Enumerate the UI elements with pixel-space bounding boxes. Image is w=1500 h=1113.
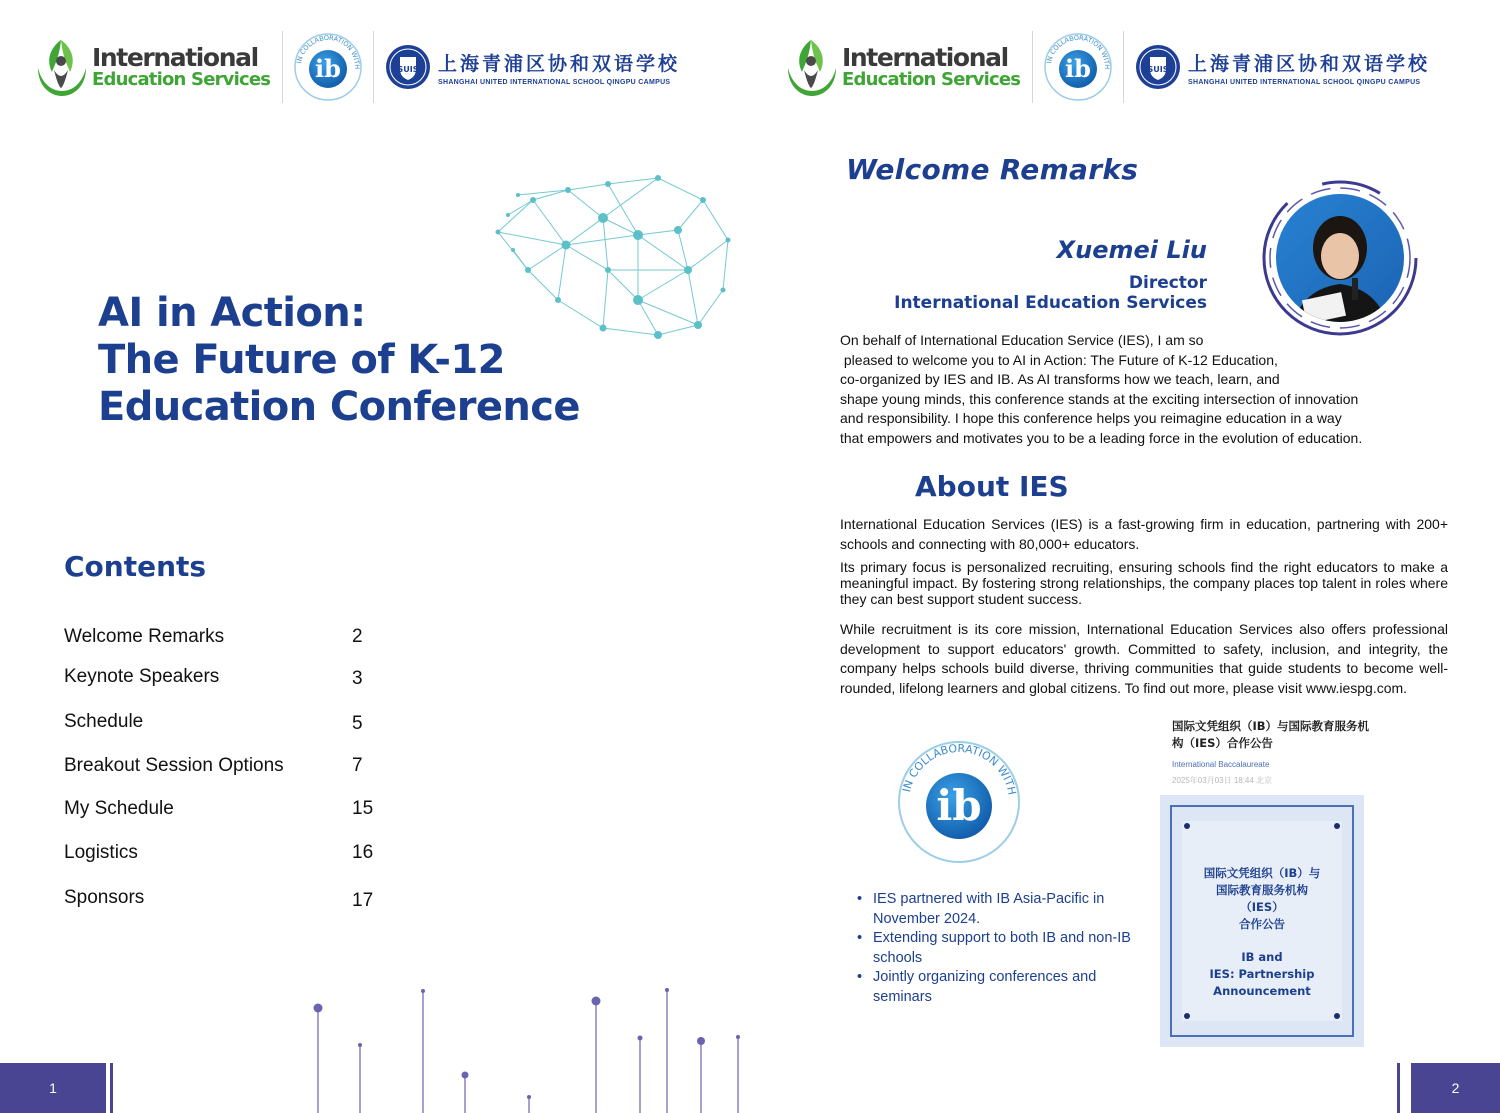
- poster-panel: [1182, 821, 1342, 1021]
- poster-text: [1182, 865, 1342, 1000]
- poster-spacer: [1182, 933, 1342, 949]
- svg-text:IN COLLABORATION WITH: IN COLLABORATION WITH: [900, 741, 1019, 797]
- welcome-line: that empowers and motivates you to be a leading force in the evolution of education.: [840, 429, 1363, 446]
- poster-line: 合作公告: [1239, 917, 1285, 931]
- contents-heading: Contents: [64, 550, 207, 583]
- announcement-article: [1172, 718, 1372, 786]
- about-paragraph-2: Its primary focus is personalized recruiting, ensuring schools find the right educators to make a meaningful impact. By fostering strong relationships, the company places top talent in roles where they can best support student success.: [840, 559, 1448, 607]
- toc-label: Schedule: [64, 711, 144, 732]
- bullet-item: • Extending support to both IB and non-IB schools: [872, 929, 1137, 968]
- ies-leaf-icon: [32, 34, 90, 100]
- speaker-organization: International Education Services: [894, 293, 1207, 313]
- toc-label: Logistics: [64, 842, 138, 863]
- ies-name-line1: International: [842, 43, 1008, 72]
- toc-label: Sponsors: [64, 887, 145, 908]
- svg-text:SUIS: SUIS: [397, 65, 419, 74]
- poster-dot: [1184, 1013, 1190, 1019]
- toc-page: 17: [352, 890, 374, 911]
- school-name-chinese: 上海青浦区协和双语学校: [438, 52, 681, 75]
- toc-entry[interactable]: [64, 798, 384, 820]
- toc-label: Breakout Session Options: [64, 755, 284, 776]
- poster-line: IES: Partnership: [1209, 967, 1315, 981]
- school-name-english: SHANGHAI UNITED INTERNATIONAL SCHOOL QINGPU CAMPUS: [1188, 78, 1421, 86]
- poster-dot: [1184, 823, 1190, 829]
- poster-line: IB and: [1241, 950, 1283, 964]
- school-name-english: SHANGHAI UNITED INTERNATIONAL SCHOOL QINGPU CAMPUS: [438, 78, 671, 86]
- svg-text:IN COLLABORATION WITH: IN COLLABORATION WITH: [295, 33, 362, 70]
- conference-title: [98, 290, 658, 431]
- page-bar-accent: [110, 1063, 113, 1113]
- poster-line: Announcement: [1213, 984, 1311, 998]
- svg-text:IN COLLABORATION WITH: IN COLLABORATION WITH: [1045, 33, 1112, 70]
- partnership-bullets: [872, 890, 1137, 1007]
- decorative-dot-lines: [290, 975, 750, 1113]
- welcome-remarks-heading: Welcome Remarks: [846, 153, 1139, 186]
- toc-entry[interactable]: [64, 887, 384, 909]
- title-line-2: The Future of K-12: [98, 337, 505, 383]
- toc-entry[interactable]: [64, 755, 384, 777]
- title-line-3: Education Conference: [98, 384, 580, 430]
- ies-logo: [782, 34, 1022, 100]
- ies-leaf-icon: [782, 34, 840, 100]
- page-number-1: 1: [0, 1063, 106, 1113]
- suis-logo: [1134, 43, 1430, 91]
- header-logos: [32, 28, 680, 106]
- logo-divider: [282, 31, 283, 103]
- logo-divider: [1123, 31, 1124, 103]
- page-number-2: 2: [1411, 1063, 1500, 1113]
- welcome-paragraph: [840, 331, 1400, 448]
- ies-logo: [32, 34, 272, 100]
- toc-entry[interactable]: [64, 842, 384, 864]
- right-page: [750, 0, 1500, 1113]
- poster-frame: [1170, 805, 1354, 1037]
- welcome-line: pleased to welcome you to AI in Action: The Future of K-12 Education,: [840, 351, 1278, 368]
- poster-line: （IES）: [1240, 900, 1284, 914]
- logo-divider: [1032, 31, 1033, 103]
- school-crest-icon: [1134, 43, 1182, 91]
- about-paragraph-1: International Education Services (IES) is a fast-growing firm in education, partnering with 200+ schools and connecting with 80,000+ educators.: [840, 516, 1448, 552]
- speaker-name: Xuemei Liu: [1056, 236, 1207, 264]
- toc-page: 15: [352, 798, 374, 819]
- article-source: International Baccalaureate: [1172, 760, 1270, 769]
- school-crest-icon: [384, 43, 432, 91]
- article-title: 国际文凭组织（IB）与国际教育服务机构（IES）合作公告: [1172, 719, 1370, 750]
- welcome-line: co-organized by IES and IB. As AI transforms how we teach, learn, and: [840, 371, 1280, 387]
- logo-divider: [373, 31, 374, 103]
- ib-collaboration-large-icon: [897, 740, 1021, 864]
- toc-page: 5: [352, 713, 363, 734]
- suis-logo: [384, 43, 680, 91]
- toc-page: 2: [352, 626, 363, 647]
- ies-name-line1: International: [92, 43, 258, 72]
- announcement-poster: [1160, 795, 1364, 1047]
- ies-name-line2: Education Services: [92, 69, 271, 90]
- ib-collaboration-badge-icon: [293, 32, 363, 102]
- svg-text:ib: ib: [1065, 54, 1091, 83]
- poster-dot: [1334, 1013, 1340, 1019]
- toc-page: 3: [352, 668, 363, 689]
- welcome-line: shape young minds, this conference stands at the exciting intersection of innovation: [840, 390, 1359, 407]
- poster-line: 国际文凭组织（IB）与: [1203, 866, 1321, 880]
- svg-text:ib: ib: [315, 54, 341, 83]
- svg-text:ib: ib: [936, 781, 982, 830]
- title-line-1: AI in Action:: [98, 290, 366, 336]
- toc-entry[interactable]: [64, 711, 384, 733]
- toc-label: Welcome Remarks: [64, 626, 225, 647]
- poster-line: 国际教育服务机构: [1216, 883, 1308, 897]
- article-date: 2025年03月03日 18:44 北京: [1172, 776, 1273, 785]
- about-paragraph-3: While recruitment is its core mission, International Education Services also offers professional development to support educators' growth. Committed to safety, inclusion, and integrity, the company helps schools build diverse, thriving communities that guide students to become well-rounded, lifelong learners and global citizens. To find out more, please visit www.iespg.com.: [840, 621, 1448, 696]
- speaker-portrait: [1260, 178, 1420, 338]
- welcome-line: and responsibility. I hope this conference helps you reimagine education in a way: [840, 410, 1342, 426]
- svg-text:SUIS: SUIS: [1147, 65, 1169, 74]
- ib-collaboration-badge-icon: [1043, 32, 1113, 102]
- toc-page: 16: [352, 842, 374, 863]
- bullet-item: • IES partnered with IB Asia-Pacific in November 2024.: [872, 890, 1137, 929]
- toc-label: My Schedule: [64, 798, 174, 819]
- toc-entry[interactable]: [64, 666, 384, 688]
- bullet-item: • Jointly organizing conferences and seminars: [872, 968, 1137, 1007]
- toc-page: 7: [352, 755, 363, 776]
- page-bar-accent: [1397, 1063, 1400, 1113]
- poster-dot: [1334, 823, 1340, 829]
- welcome-line: On behalf of International Education Service (IES), I am so: [840, 332, 1204, 348]
- toc-label: Keynote Speakers: [64, 666, 220, 687]
- toc-entry[interactable]: [64, 626, 384, 648]
- ies-name-line2: Education Services: [842, 69, 1021, 90]
- header-logos: [782, 28, 1430, 106]
- about-ies-heading: About IES: [915, 470, 1069, 503]
- school-name-chinese: 上海青浦区协和双语学校: [1188, 52, 1431, 75]
- speaker-role: Director: [1128, 273, 1207, 293]
